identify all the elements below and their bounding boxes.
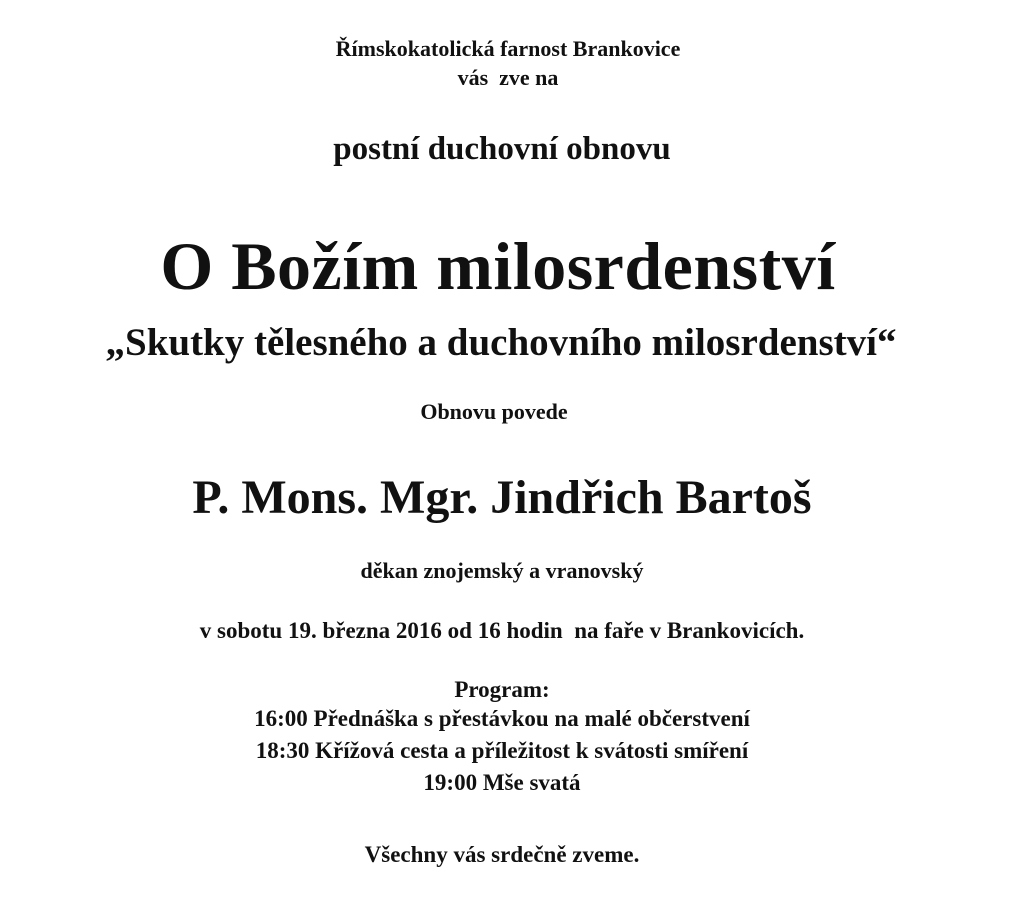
date-and-place: v sobotu 19. března 2016 od 16 hodin na faře v Brankovicích. — [199, 618, 805, 643]
program-item: 16:00 Přednáška s přestávkou na malé občerstvení — [254, 706, 750, 731]
event-title: O Božím milosrdenství — [160, 228, 836, 304]
event-theme: „Skutky tělesného a duchovního milosrdenství“ — [105, 321, 897, 364]
program-item: 19:00 Mše svatá — [423, 770, 581, 795]
event-subtitle: postní duchovní obnovu — [333, 131, 671, 167]
invitation-text: vás zve na — [457, 65, 559, 90]
leader-role: děkan znojemský a vranovský — [360, 558, 644, 583]
program-item: 18:30 Křížová cesta a příležitost k svátosti smíření — [255, 738, 749, 763]
parish-name: Římskokatolická farnost Brankovice — [335, 36, 681, 61]
leader-intro: Obnovu povede — [420, 399, 568, 424]
leader-name: P. Mons. Mgr. Jindřich Bartoš — [192, 471, 812, 524]
closing-invitation: Všechny vás srdečně zveme. — [364, 842, 640, 867]
program-heading: Program: — [454, 677, 550, 702]
